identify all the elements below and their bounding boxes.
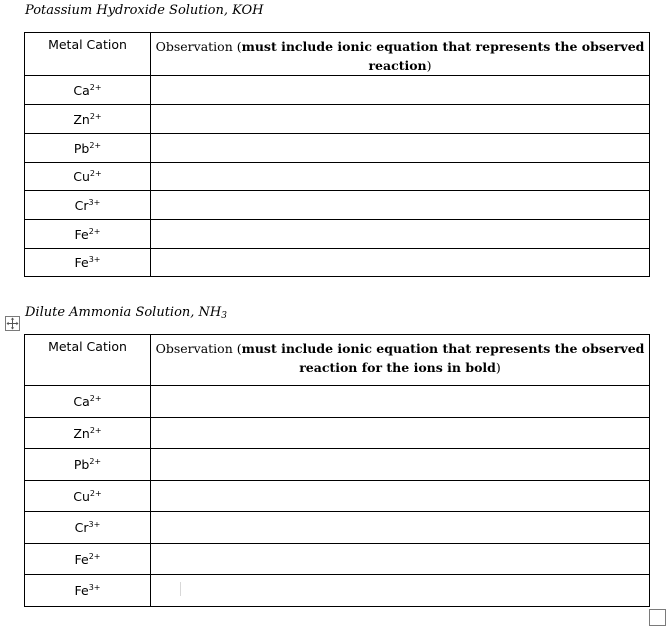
- ion-charge: 2+: [89, 169, 102, 178]
- observation-cell[interactable]: [151, 105, 650, 134]
- ion-symbol: Pb: [73, 457, 90, 472]
- ion-symbol: Fe: [74, 551, 89, 567]
- ion-cell: [25, 386, 151, 418]
- observation-cell[interactable]: [151, 449, 650, 481]
- observation-cell[interactable]: [151, 76, 650, 105]
- koh-header-obs-bold: must include ionic equation that represents the observed reaction: [241, 39, 645, 73]
- koh-header-obs-prefix: Observation (: [155, 39, 242, 54]
- observation-cell[interactable]: [151, 544, 650, 575]
- table-move-handle-icon[interactable]: [5, 316, 20, 331]
- observation-cell[interactable]: [151, 418, 650, 449]
- ammonia-header-obs-bold: must include ionic equation that represents the observed reaction for the ions in bold: [241, 341, 645, 375]
- observation-cell[interactable]: [151, 134, 650, 163]
- koh-observation-table: [24, 32, 650, 277]
- observation-cell[interactable]: [151, 191, 650, 220]
- ion-symbol: Cr: [74, 197, 89, 213]
- ion-cell: [25, 544, 151, 575]
- observation-cell[interactable]: [151, 512, 650, 544]
- table-row: [25, 134, 650, 163]
- ion-symbol: Zn: [73, 111, 90, 127]
- table-row: [25, 105, 650, 134]
- observation-cell[interactable]: [151, 575, 650, 607]
- ion-symbol: Fe: [74, 583, 89, 598]
- ion-charge: 3+: [88, 197, 101, 207]
- table-row: [25, 191, 650, 220]
- table-resize-handle-icon[interactable]: [649, 609, 666, 626]
- ion-charge: 2+: [89, 457, 102, 466]
- observation-cell[interactable]: [151, 220, 650, 249]
- ion-symbol: Cu: [73, 169, 90, 184]
- ion-symbol: Fe: [74, 255, 89, 270]
- ion-charge: 3+: [88, 255, 101, 264]
- table-row: [25, 76, 650, 105]
- observation-cell[interactable]: [151, 163, 650, 191]
- ammonia-header-obs-suffix: ): [495, 360, 501, 375]
- koh-header-obs-suffix: ): [426, 58, 432, 73]
- table-row: [25, 220, 650, 249]
- ion-charge: 2+: [88, 226, 101, 236]
- ion-charge: 2+: [89, 82, 102, 92]
- ion-symbol: Fe: [74, 226, 89, 242]
- ammonia-title-subscript: 3: [221, 311, 227, 321]
- ion-cell: [25, 249, 151, 277]
- ion-charge: 2+: [88, 551, 101, 561]
- ion-cell: [25, 163, 151, 191]
- ion-symbol: Cu: [73, 488, 90, 504]
- ammonia-section-title: [25, 305, 227, 321]
- ion-charge: 3+: [88, 520, 101, 529]
- koh-title-text: Potassium Hydroxide Solution, KOH: [25, 3, 264, 18]
- ammonia-header-observation: [151, 335, 650, 386]
- table-row: [25, 418, 650, 449]
- ammonia-header-obs-prefix: Observation (: [155, 341, 242, 356]
- ion-cell: [25, 449, 151, 481]
- ammonia-observation-table: [24, 334, 650, 607]
- ion-charge: 2+: [89, 111, 102, 121]
- ion-symbol: Pb: [73, 140, 90, 156]
- table-row: [25, 481, 650, 512]
- ammonia-title-text: Dilute Ammonia Solution, NH: [25, 305, 222, 320]
- observation-cell[interactable]: [151, 481, 650, 512]
- ion-charge: 3+: [88, 583, 101, 592]
- ion-cell: [25, 76, 151, 105]
- table-row: [25, 575, 650, 607]
- ion-cell: [25, 418, 151, 449]
- ion-charge: 2+: [89, 488, 102, 498]
- observation-cell[interactable]: [151, 386, 650, 418]
- ion-charge: 2+: [89, 140, 102, 150]
- ion-symbol: Ca: [73, 82, 90, 98]
- ion-cell: [25, 575, 151, 607]
- koh-header-row: [25, 33, 650, 76]
- ion-symbol: Zn: [73, 425, 90, 441]
- table-row: [25, 249, 650, 277]
- table-row: [25, 386, 650, 418]
- ammonia-header-row: [25, 335, 650, 386]
- ion-charge: 2+: [89, 394, 102, 403]
- table-row: [25, 512, 650, 544]
- ion-cell: [25, 191, 151, 220]
- koh-section-title: [25, 3, 264, 18]
- ion-symbol: Cr: [74, 520, 89, 535]
- ion-cell: [25, 134, 151, 163]
- ion-cell: [25, 220, 151, 249]
- ion-charge: 2+: [89, 425, 102, 435]
- koh-header-cation: Metal Cation: [25, 33, 151, 76]
- ion-cell: [25, 105, 151, 134]
- table-row: [25, 544, 650, 575]
- ion-cell: [25, 481, 151, 512]
- text-cursor-icon: [180, 582, 181, 596]
- observation-cell[interactable]: [151, 249, 650, 277]
- table-row: [25, 449, 650, 481]
- table-row: [25, 163, 650, 191]
- ion-cell: [25, 512, 151, 544]
- koh-header-observation: [151, 33, 650, 76]
- ion-symbol: Ca: [73, 394, 90, 409]
- ammonia-header-cation: Metal Cation: [25, 335, 151, 386]
